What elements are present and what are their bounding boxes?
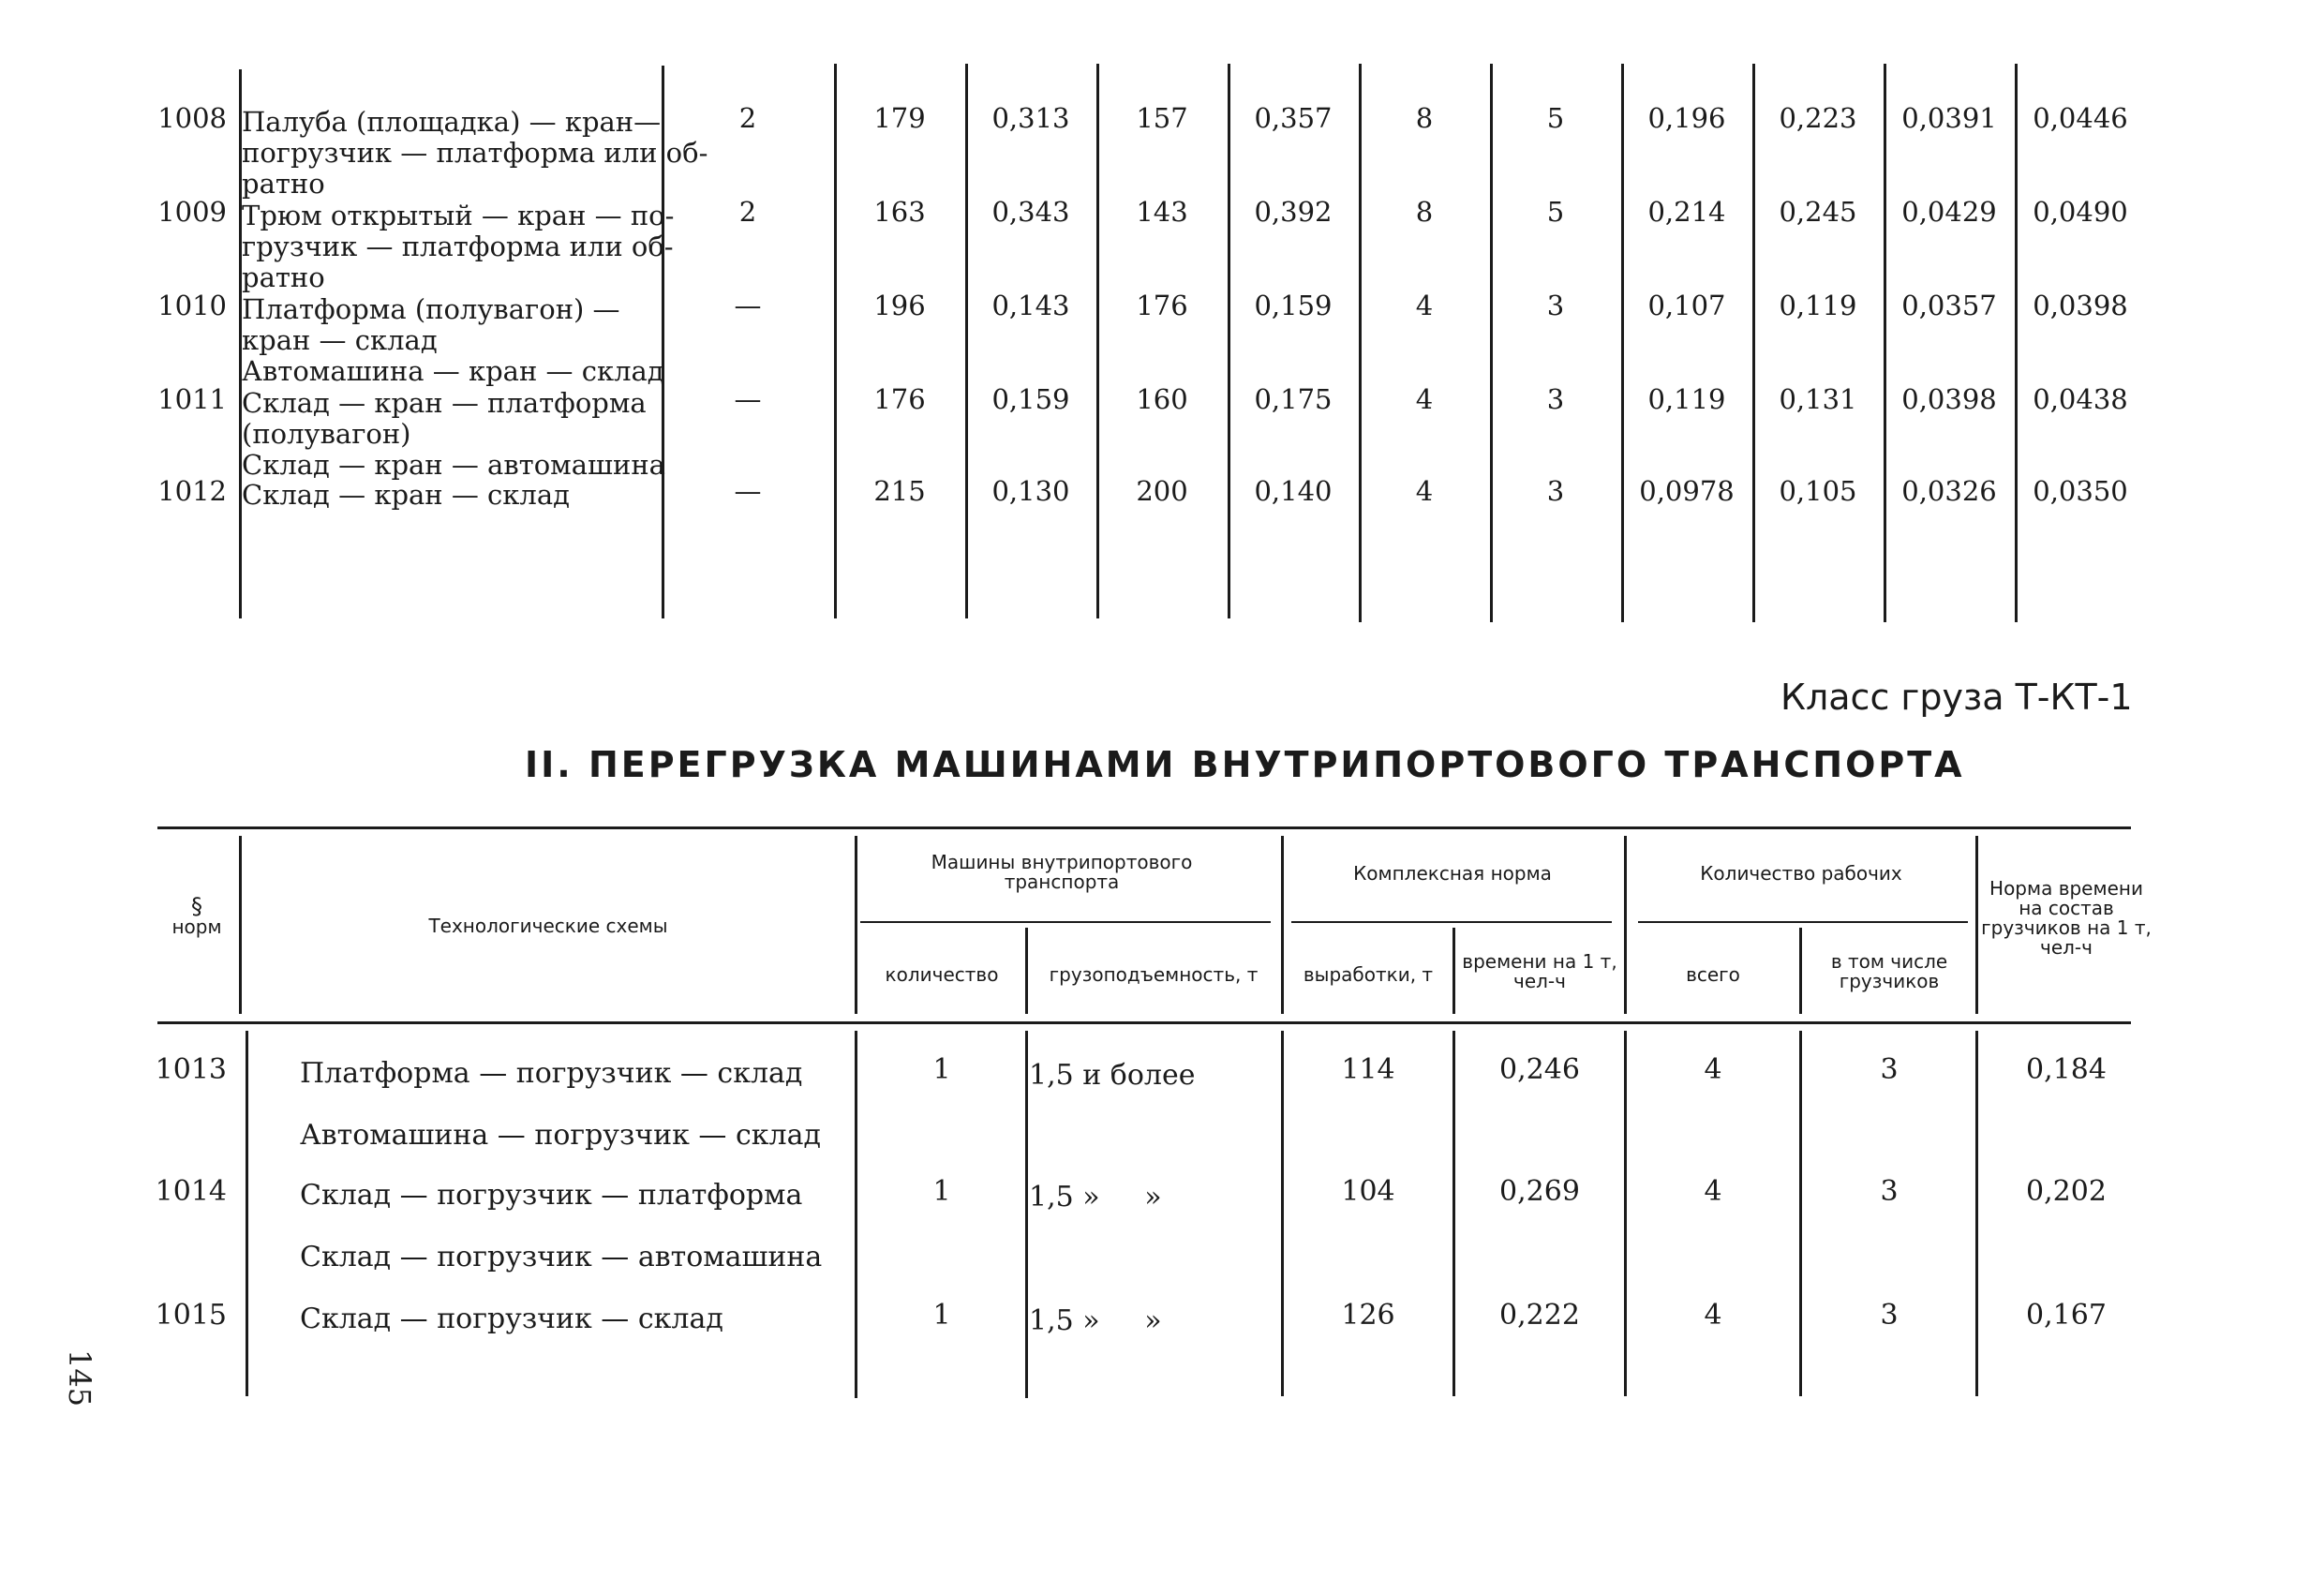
column-rule (2015, 64, 2018, 622)
table-cell: 3 (1546, 383, 1565, 415)
table-cell: 5 (1546, 196, 1565, 228)
column-rule (1281, 836, 1284, 1014)
column-rule (1490, 64, 1493, 622)
header-subrule (1638, 921, 1968, 923)
table-cell: 0,313 (991, 102, 1070, 134)
table-cell: 0,143 (991, 290, 1070, 321)
table-cell: 143 (1136, 196, 1188, 228)
norm-code: 1015 (155, 1299, 227, 1332)
table-cell: 0,343 (991, 196, 1070, 228)
header-loader-norm: Норма времени на состав грузчиков на 1 т, чел-ч (1981, 877, 2152, 959)
scheme-line: Склад — кран — склад (242, 479, 570, 511)
table-cell: 0,269 (1499, 1175, 1580, 1208)
column-rule (1452, 928, 1455, 1014)
table-cell: 0,222 (1499, 1299, 1580, 1332)
column-rule (1624, 1031, 1627, 1396)
table-cell: 0,246 (1499, 1053, 1580, 1086)
scheme-line: Склад — погрузчик — склад (300, 1303, 723, 1335)
scheme-line: ратно (242, 168, 325, 200)
section-sign: § (191, 893, 202, 919)
header-subrule (1291, 921, 1612, 923)
table-cell: 0,0429 (1901, 196, 1997, 228)
norm-code: 1009 (157, 196, 227, 228)
scheme-line: грузчик — платформа или об- (242, 231, 674, 262)
table-cell: 126 (1341, 1299, 1395, 1332)
header-output: выработки, т (1303, 963, 1434, 986)
column-rule (1359, 64, 1362, 622)
table-cell: 0,214 (1647, 196, 1726, 228)
table-cell: — (734, 383, 762, 415)
column-rule (834, 64, 837, 618)
table-cell: 4 (1415, 290, 1434, 321)
table-cell: 0,0350 (2033, 475, 2128, 507)
scheme-description (242, 106, 708, 200)
column-rule (1752, 64, 1755, 622)
column-rule (1096, 64, 1099, 618)
table-cell: 0,140 (1254, 475, 1333, 507)
scheme-line: ратно (242, 261, 325, 293)
scheme-description (242, 294, 662, 387)
table-cell: 4 (1415, 383, 1434, 415)
table-cell: 4 (1415, 475, 1434, 507)
table-cell: 3 (1546, 290, 1565, 321)
table-cell: 0,196 (1647, 102, 1726, 134)
table-cell: 0,202 (2026, 1175, 2107, 1208)
column-rule (1228, 64, 1230, 618)
table-cell: 0,175 (1254, 383, 1333, 415)
table-cell: 0,357 (1254, 102, 1333, 134)
table-cell: 163 (873, 196, 926, 228)
norm-code: 1014 (155, 1175, 227, 1208)
column-rule (965, 64, 968, 618)
table-cell: 0,392 (1254, 196, 1333, 228)
table-cell: 0,131 (1779, 383, 1857, 415)
table-cell: 3 (1546, 475, 1565, 507)
column-rule (1624, 836, 1627, 1014)
header-machines-qty: количество (885, 963, 999, 986)
table-cell: 0,0326 (1901, 475, 1997, 507)
scheme-line: (полувагон) (242, 418, 411, 450)
table-cell: — (734, 290, 762, 321)
table-cell: 4 (1704, 1053, 1722, 1086)
scheme-line: Трюм открытый — кран — по- (242, 200, 675, 231)
table-cell: 0,105 (1779, 475, 1857, 507)
norm-code: 1008 (157, 102, 227, 134)
scheme-line: Платформа — погрузчик — склад (300, 1057, 803, 1090)
column-rule (1799, 928, 1802, 1014)
header-complex-norm: Комплексная норма (1353, 862, 1552, 885)
table-cell: 8 (1415, 196, 1434, 228)
table-cell: 0,0398 (1901, 383, 1997, 415)
table-cell: 0,107 (1647, 290, 1726, 321)
scheme-line: кран — склад (242, 324, 438, 356)
table-top-rule (157, 826, 2131, 829)
scheme-line: Платформа (полувагон) — (242, 293, 620, 325)
scheme-line: Склад — кран — платформа (242, 387, 647, 419)
table-cell: 1 (932, 1175, 951, 1208)
scheme-line: Автомашина — погрузчик — склад (300, 1119, 821, 1152)
column-rule (239, 836, 242, 1014)
scheme-description (242, 480, 662, 511)
header-bottom-rule (157, 1021, 2131, 1024)
capacity-cell: 1,5 » » (1029, 1304, 1162, 1337)
table-cell: 0,159 (991, 383, 1070, 415)
norm-code: 1013 (155, 1053, 227, 1086)
header-workers: Количество рабочих (1700, 862, 1902, 885)
header-time-per-t: времени на 1 т, чел-ч (1462, 950, 1617, 992)
table-cell: 0,0438 (2033, 383, 2128, 415)
table-cell: 196 (873, 290, 926, 321)
column-rule (1281, 1031, 1284, 1396)
scheme-line: Склад — погрузчик — автомашина (300, 1241, 823, 1273)
scheme-line: Автомашина — кран — склад (242, 355, 664, 387)
table-cell: 5 (1546, 102, 1565, 134)
norm-code: 1011 (157, 383, 227, 415)
table-cell: 157 (1136, 102, 1188, 134)
header-schemes: Технологические схемы (428, 915, 668, 937)
table-cell: 2 (738, 102, 757, 134)
capacity-cell: 1,5 и более (1029, 1059, 1196, 1092)
table-cell: 176 (1136, 290, 1188, 321)
norm-code: 1010 (157, 290, 227, 321)
capacity-cell: 1,5 » » (1029, 1181, 1162, 1213)
column-rule (1025, 1031, 1028, 1398)
table-cell: 4 (1704, 1175, 1722, 1208)
table-cell: 0,0391 (1901, 102, 1997, 134)
table-cell: 0,119 (1779, 290, 1857, 321)
scheme-line: погрузчик — платформа или об- (242, 137, 708, 169)
column-rule (1975, 836, 1978, 1014)
header-norm-number: § норм (157, 895, 236, 937)
column-rule (1452, 1031, 1455, 1396)
scheme-description (242, 200, 675, 293)
header-machines: Машины внутрипортового транспорта (931, 851, 1193, 893)
table-cell: 0,223 (1779, 102, 1857, 134)
table-cell: 200 (1136, 475, 1188, 507)
table-cell: 0,0357 (1901, 290, 1997, 321)
table-cell: 0,119 (1647, 383, 1726, 415)
page-number: 145 (62, 1349, 97, 1407)
table-cell: 0,0446 (2033, 102, 2128, 134)
table-cell: 0,0490 (2033, 196, 2128, 228)
table-cell: 3 (1880, 1175, 1899, 1208)
table-cell: 176 (873, 383, 926, 415)
table-cell: 3 (1880, 1299, 1899, 1332)
cargo-class-label: Класс груза Т-КТ-1 (1780, 677, 2133, 718)
table-cell: 215 (873, 475, 926, 507)
scheme-line: Палуба (площадка) — кран— (242, 106, 662, 138)
table-cell: 0,0978 (1639, 475, 1735, 507)
header-workers-total: всего (1686, 963, 1740, 986)
column-rule (1621, 64, 1624, 622)
header-subrule (860, 921, 1271, 923)
table-cell: 0,0398 (2033, 290, 2128, 321)
column-rule (246, 1031, 248, 1396)
column-rule (855, 1031, 857, 1398)
column-rule (855, 836, 857, 1014)
column-rule (1884, 64, 1886, 622)
table-cell: — (734, 475, 762, 507)
table-cell: 0,167 (2026, 1299, 2107, 1332)
table-cell: 4 (1704, 1299, 1722, 1332)
table-cell: 0,130 (991, 475, 1070, 507)
table-cell: 160 (1136, 383, 1188, 415)
table-cell: 0,245 (1779, 196, 1857, 228)
norm-code: 1012 (157, 475, 227, 507)
table-cell: 179 (873, 102, 926, 134)
column-rule (1975, 1031, 1978, 1396)
header-workers-loaders: в том числе грузчиков (1830, 950, 1948, 992)
table-cell: 3 (1880, 1053, 1899, 1086)
table-cell: 0,184 (2026, 1053, 2107, 1086)
scheme-line: Склад — погрузчик — платформа (300, 1179, 803, 1212)
scheme-line: Склад — кран — автомашина (242, 449, 665, 481)
table-cell: 114 (1341, 1053, 1395, 1086)
header-machines-capacity: грузоподъемность, т (1049, 963, 1259, 986)
table-cell: 0,159 (1254, 290, 1333, 321)
section-title: II. ПЕРЕГРУЗКА МАШИНАМИ ВНУТРИПОРТОВОГО ТРАНСПОРТА (525, 744, 1965, 785)
table-cell: 1 (932, 1053, 951, 1086)
column-rule (1799, 1031, 1802, 1396)
scheme-description (242, 387, 665, 481)
table-cell: 2 (738, 196, 757, 228)
table-cell: 104 (1341, 1175, 1395, 1208)
table-cell: 1 (932, 1299, 951, 1332)
table-cell: 8 (1415, 102, 1434, 134)
